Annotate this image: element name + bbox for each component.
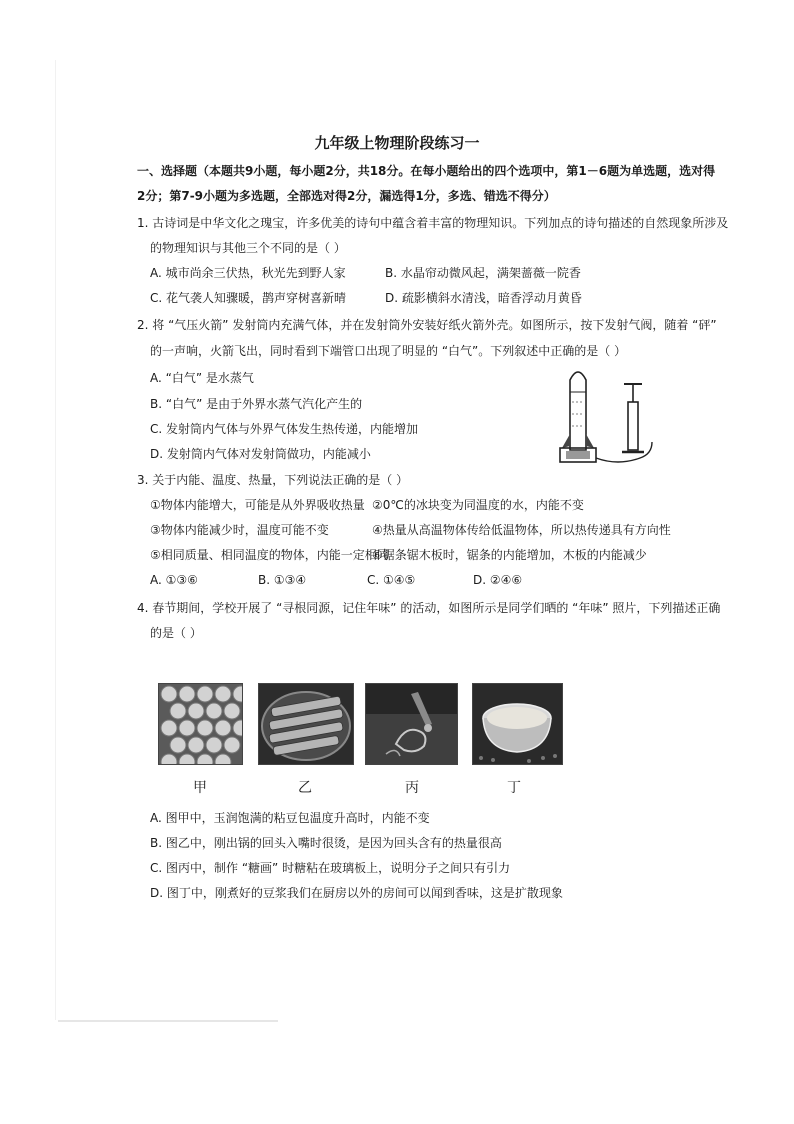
caption-jia: 甲 — [193, 780, 207, 796]
q1-option-d: D. 疏影横斜水清浅，暗香浮动月黄昏 — [385, 291, 582, 305]
scan-edge — [55, 60, 56, 1020]
q2-option-d: D. 发射筒内气体对发射筒做功，内能减小 — [150, 447, 371, 461]
photo-soy-milk — [472, 683, 563, 765]
q4-option-c: C. 图丙中，制作 “糖画” 时糖粘在玻璃板上，说明分子之间只有引力 — [150, 861, 511, 875]
q3-option-c: C. ①④⑤ — [367, 573, 416, 587]
q2-option-b: B. “白气” 是由于外界水蒸气汽化产生的 — [150, 397, 363, 411]
q2-stem-line1: 2. 将 “气压火箭” 发射筒内充满气体，并在发射筒外安装好纸火箭外壳。如图所示，按下发射气阀，随着 “砰” — [137, 318, 717, 332]
caption-ding: 丁 — [507, 780, 521, 796]
q3-statement-4: ④热量从高温物体传给低温物体，所以热传递具有方向性 — [372, 523, 671, 537]
q2-stem-line2: 的一声响，火箭飞出，同时看到下端管口出现了明显的 “白气”。下列叙述中正确的是（ ） — [150, 344, 627, 358]
q1-option-a: A. 城市尚余三伏热，秋光先到野人家 — [150, 266, 346, 280]
q1-stem-line1: 1. 古诗词是中华文化之瑰宝，许多优美的诗句中蕴含着丰富的物理知识。下列加点的诗句描述的自然现象所涉及 — [137, 216, 729, 230]
photo-sticky-buns — [158, 683, 243, 765]
q3-statement-2: ②0℃的冰块变为同温度的水，内能不变 — [372, 498, 584, 512]
q4-stem-line1: 4. 春节期间，学校开展了 “寻根同源，记住年味” 的活动，如图所示是同学们晒的 “年味” 照片，下列描述正确 — [137, 601, 721, 615]
q3-option-b: B. ①③④ — [258, 573, 307, 587]
q4-option-b: B. 图乙中，刚出锅的回头入嘴时很烫，是因为回头含有的热量很高 — [150, 836, 502, 850]
q3-option-d: D. ②④⑥ — [473, 573, 523, 587]
q2-option-c: C. 发射筒内气体与外界气体发生热传递，内能增加 — [150, 422, 419, 436]
caption-yi: 乙 — [298, 780, 312, 796]
q3-statement-1: ①物体内能增大，可能是从外界吸收热量 — [150, 498, 365, 512]
q4-stem-line2: 的是（ ） — [150, 626, 202, 640]
photo-fried-dumplings — [258, 683, 354, 765]
q3-stem: 3. 关于内能、温度、热量，下列说法正确的是（ ） — [137, 473, 409, 487]
page-title: 九年级上物理阶段练习一 — [314, 134, 480, 152]
q3-option-a: A. ①③⑥ — [150, 573, 198, 587]
caption-bing: 丙 — [405, 780, 419, 796]
q1-option-b: B. 水晶帘动微风起，满架蔷薇一院香 — [385, 266, 581, 280]
q4-option-d: D. 图丁中，刚煮好的豆浆我们在厨房以外的房间可以闻到香味，这是扩散现象 — [150, 886, 563, 900]
rocket-apparatus-figure — [548, 362, 663, 470]
photo-sugar-painting — [365, 683, 458, 765]
q3-statement-3: ③物体内能减少时，温度可能不变 — [150, 523, 329, 537]
section-header-line1: 一、选择题（本题共9小题，每小题2分，共18分。在每小题给出的四个选项中，第1－6题为单选题，选对得 — [137, 164, 716, 178]
q3-statement-6: ⑥锯条锯木板时，锯条的内能增加，木板的内能减少 — [372, 548, 647, 562]
q3-statement-5: ⑤相同质量、相同温度的物体，内能一定相同 — [150, 548, 389, 562]
q4-option-a: A. 图甲中，玉润饱满的粘豆包温度升高时，内能不变 — [150, 811, 430, 825]
q2-option-a: A. “白气” 是水蒸气 — [150, 371, 254, 385]
q1-option-c: C. 花气袭人知骤暖，鹊声穿树喜新晴 — [150, 291, 347, 305]
q1-stem-line2: 的物理知识与其他三个不同的是（ ） — [150, 241, 346, 255]
scan-artifact — [58, 1020, 278, 1022]
section-header-line2: 2分；第7-9小题为多选题，全部选对得2分，漏选得1分，多选、错选不得分） — [137, 189, 556, 203]
